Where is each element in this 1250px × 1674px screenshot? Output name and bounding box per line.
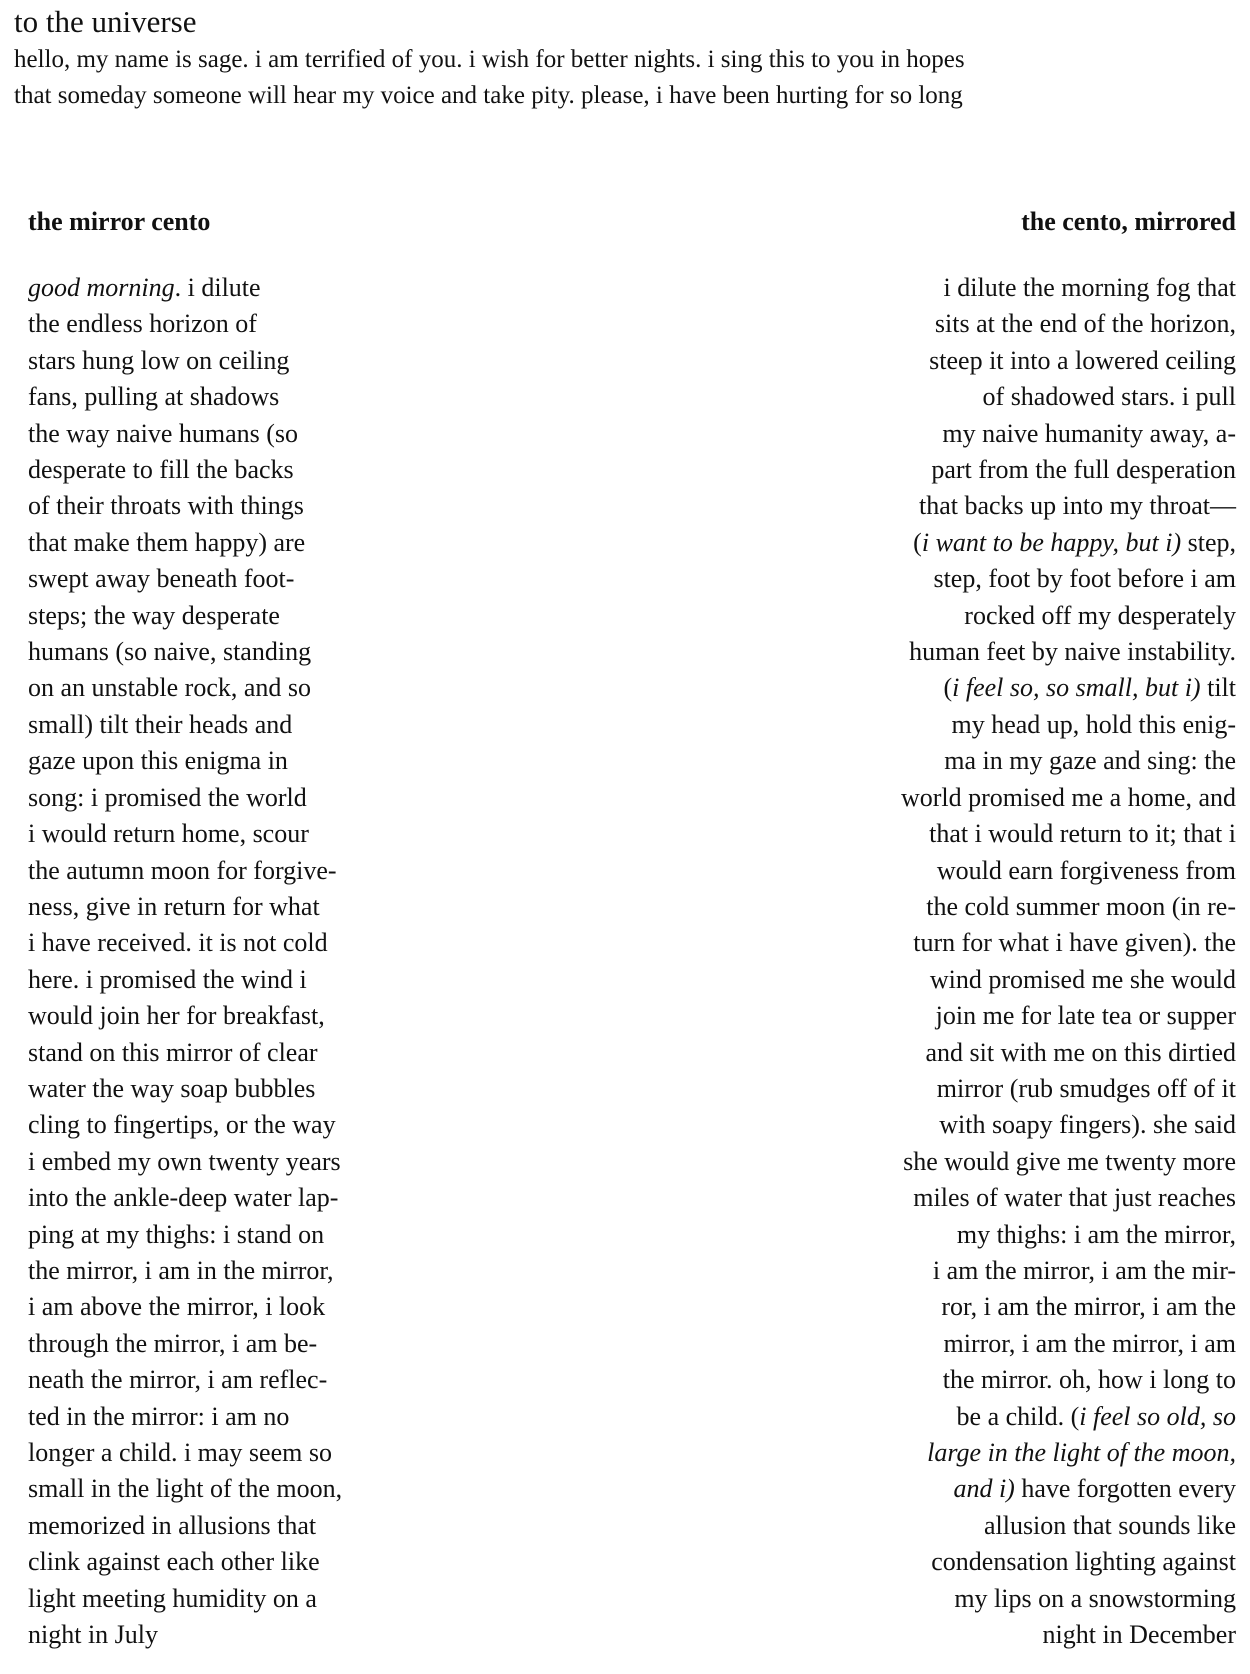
left-poem-line — [28, 998, 588, 1034]
left-poem-line-text: . i dilute — [174, 273, 261, 302]
right-poem-line — [536, 1217, 1236, 1253]
left-poem-line — [28, 634, 588, 670]
left-poem-line — [28, 1617, 588, 1653]
right-poem-line — [536, 1326, 1236, 1362]
left-poem-line-text: cling to fingertips, or the way — [28, 1110, 336, 1140]
right-poem-line — [536, 707, 1236, 743]
right-poem-line-text: be a child. ( — [956, 1401, 1080, 1431]
left-poem-line-text: here. i promised the wind i — [28, 964, 307, 994]
left-poem-line-text: song: i promised the world — [28, 782, 307, 812]
right-poem-body — [536, 270, 1236, 1653]
left-poem-line-text: desperate to fill the backs — [28, 455, 294, 485]
left-poem-line-text: i would return home, scour — [28, 819, 309, 849]
right-poem-line-text: i dilute the morning fog that — [943, 273, 1236, 302]
right-poem-line-text: ( — [943, 673, 953, 703]
right-poem-line-text: join me for late tea or supper — [935, 1001, 1236, 1031]
right-poem-line-text: mirror (rub smudges off of it — [936, 1073, 1236, 1103]
right-poem-line-text: the cold summer moon (in re- — [926, 891, 1236, 921]
right-poem-line-text: night in December — [1042, 1620, 1236, 1650]
right-poem-line — [536, 306, 1236, 342]
left-poem-line-text: i embed my own twenty years — [28, 1146, 341, 1176]
right-poem-heading: the cento, mirrored — [1021, 207, 1236, 236]
header — [14, 2, 1234, 114]
left-poem-line — [28, 670, 588, 706]
right-poem-line — [536, 1180, 1236, 1216]
right-poem-line — [536, 1471, 1236, 1507]
left-poem-line-text: on an unstable rock, and so — [28, 673, 312, 703]
right-poem-line — [536, 634, 1236, 670]
right-poem-line — [536, 853, 1236, 889]
left-poem-line-text: the way naive humans (so — [28, 418, 299, 448]
right-poem — [536, 202, 1236, 1653]
left-poem-line-text: that make them happy) are — [28, 527, 306, 557]
right-poem-line-text: i want to be happy, but i) — [921, 527, 1182, 557]
left-poem-line-text: stand on this mirror of clear — [28, 1037, 318, 1067]
right-poem-line — [536, 343, 1236, 379]
right-poem-line-text: that i would return to it; that i — [929, 819, 1236, 849]
left-poem-line — [28, 270, 588, 306]
right-poem-line-text: with soapy fingers). she said — [939, 1110, 1236, 1140]
left-poem-line-text: steps; the way desperate — [28, 600, 280, 630]
right-poem-line — [536, 598, 1236, 634]
right-poem-line — [536, 816, 1236, 852]
left-poem-line-text: swept away beneath foot- — [28, 564, 295, 594]
right-poem-line — [536, 525, 1236, 561]
left-poem-line-text: ted in the mirror: i am no — [28, 1401, 290, 1431]
right-poem-line-text: allusion that sounds like — [983, 1510, 1236, 1540]
left-poem-line — [28, 853, 588, 889]
right-poem-line — [536, 1435, 1236, 1471]
left-poem-line — [28, 598, 588, 634]
intro-line-1: hello, my name is sage. i am terrified of you. i wish for better nights. i sing this to you in hopes — [14, 46, 965, 73]
right-poem-line-text: have forgotten every — [1014, 1474, 1236, 1504]
left-poem-line-text: small) tilt their heads and — [28, 709, 293, 739]
left-poem-line — [28, 1144, 588, 1180]
right-poem-line-text: world promised me a home, and — [900, 782, 1236, 812]
left-poem-body — [28, 270, 588, 1653]
left-poem-line-text: small in the light of the moon, — [28, 1474, 343, 1504]
right-poem-line-text: condensation lighting against — [931, 1547, 1236, 1577]
right-poem-line-text: and sit with me on this dirtied — [925, 1037, 1236, 1067]
right-poem-line-text: rocked off my desperately — [964, 600, 1236, 630]
left-poem-line — [28, 1253, 588, 1289]
left-poem-line-text: good morning — [28, 273, 175, 302]
right-poem-line-text: my head up, hold this enig- — [951, 709, 1236, 739]
right-poem-line-text: i feel so old, so — [1079, 1401, 1236, 1431]
left-poem-line-text: the endless horizon of — [28, 309, 257, 339]
left-poem-line — [28, 488, 588, 524]
right-poem-line-text: tilt — [1200, 673, 1236, 703]
left-poem-line — [28, 306, 588, 342]
right-poem-line-text: that backs up into my throat— — [918, 491, 1236, 521]
right-poem-line-text: ( — [913, 527, 922, 557]
left-poem-line — [28, 1180, 588, 1216]
intro-line-2: that someday someone will hear my voice and take pity. please, i have been hurting for so long — [14, 82, 963, 109]
left-poem — [28, 202, 588, 1653]
right-poem-line — [536, 998, 1236, 1034]
right-poem-line — [536, 1617, 1236, 1653]
right-poem-line — [536, 743, 1236, 779]
left-poem-line-text: ping at my thighs: i stand on — [28, 1219, 325, 1249]
right-poem-line — [536, 1071, 1236, 1107]
right-poem-line-text: large in the light of the moon, — [927, 1438, 1236, 1467]
left-poem-line — [28, 343, 588, 379]
left-poem-line-text: clink against each other like — [28, 1547, 320, 1577]
left-poem-line — [28, 1326, 588, 1362]
left-poem-line-text: i am above the mirror, i look — [28, 1292, 326, 1322]
left-poem-line — [28, 379, 588, 415]
left-poem-line — [28, 1435, 588, 1471]
right-poem-line — [536, 889, 1236, 925]
right-poem-line-text: of shadowed stars. i pull — [982, 382, 1236, 412]
left-poem-line-text: fans, pulling at shadows — [28, 382, 280, 412]
left-poem-line — [28, 962, 588, 998]
right-poem-line — [536, 1399, 1236, 1435]
left-poem-line-text: would join her for breakfast, — [28, 1001, 325, 1031]
right-poem-line — [536, 780, 1236, 816]
left-poem-line-text: night in July — [28, 1620, 159, 1650]
right-poem-line — [536, 452, 1236, 488]
left-poem-line — [28, 1035, 588, 1071]
left-poem-line — [28, 1289, 588, 1325]
right-poem-line — [536, 416, 1236, 452]
right-poem-line — [536, 1581, 1236, 1617]
left-poem-line — [28, 525, 588, 561]
left-poem-line-text: neath the mirror, i am reflec- — [28, 1365, 328, 1395]
left-poem-line — [28, 816, 588, 852]
right-poem-line-text: wind promised me she would — [929, 964, 1236, 994]
left-poem-line — [28, 1471, 588, 1507]
right-poem-line — [536, 379, 1236, 415]
left-poem-line-text: longer a child. i may seem so — [28, 1438, 332, 1467]
right-poem-line-text: ror, i am the mirror, i am the — [941, 1292, 1236, 1322]
left-poem-line-text: i have received. it is not cold — [28, 928, 328, 958]
left-poem-line-text: memorized in allusions that — [28, 1510, 317, 1540]
right-poem-line-text: miles of water that just reaches — [913, 1183, 1236, 1213]
left-poem-line-text: gaze upon this enigma in — [28, 746, 288, 776]
right-poem-line-text: turn for what i have given). the — [913, 928, 1236, 958]
left-poem-line-text: water the way soap bubbles — [28, 1073, 316, 1103]
right-poem-line — [536, 925, 1236, 961]
right-poem-line — [536, 1144, 1236, 1180]
left-poem-line — [28, 1217, 588, 1253]
right-poem-line-text: i am the mirror, i am the mir- — [932, 1255, 1236, 1285]
left-poem-line — [28, 561, 588, 597]
left-poem-line — [28, 707, 588, 743]
right-poem-line-text: the mirror. oh, how i long to — [942, 1365, 1236, 1395]
right-poem-line-text: mirror, i am the mirror, i am — [943, 1328, 1236, 1358]
right-poem-line — [536, 1508, 1236, 1544]
left-poem-line — [28, 1107, 588, 1143]
left-poem-line-text: the mirror, i am in the mirror, — [28, 1255, 334, 1285]
left-poem-line-text: through the mirror, i am be- — [28, 1328, 318, 1358]
left-poem-line — [28, 452, 588, 488]
left-poem-line-text: the autumn moon for forgive- — [28, 855, 337, 885]
left-poem-line — [28, 889, 588, 925]
right-poem-line — [536, 1035, 1236, 1071]
right-poem-line-text: steep it into a lowered ceiling — [929, 345, 1236, 375]
left-poem-line-text: into the ankle-deep water lap- — [28, 1183, 339, 1213]
left-poem-line — [28, 780, 588, 816]
right-poem-line-text: and i) — [953, 1474, 1015, 1504]
left-poem-line-text: light meeting humidity on a — [28, 1583, 317, 1613]
left-poem-line-text: stars hung low on ceiling — [28, 345, 290, 375]
right-poem-line-text: step, — [1181, 527, 1236, 557]
left-poem-line-text: humans (so naive, standing — [28, 637, 312, 667]
right-poem-line-text: sits at the end of the horizon, — [934, 309, 1236, 339]
right-poem-line-text: human feet by naive instability. — [909, 637, 1236, 667]
left-poem-line — [28, 743, 588, 779]
left-poem-line — [28, 1581, 588, 1617]
left-poem-line — [28, 1508, 588, 1544]
right-poem-line-text: step, foot by foot before i am — [933, 564, 1236, 594]
right-poem-line-text: she would give me twenty more — [903, 1146, 1236, 1176]
right-poem-line — [536, 1289, 1236, 1325]
left-poem-line — [28, 925, 588, 961]
right-poem-line — [536, 1362, 1236, 1398]
right-poem-line — [536, 1544, 1236, 1580]
right-poem-line-text: part from the full desperation — [931, 455, 1236, 485]
right-poem-line — [536, 1107, 1236, 1143]
left-poem-line — [28, 1362, 588, 1398]
right-poem-line — [536, 1253, 1236, 1289]
right-poem-line-text: my lips on a snowstorming — [954, 1583, 1236, 1613]
right-poem-line — [536, 488, 1236, 524]
right-poem-line-text: my thighs: i am the mirror, — [956, 1219, 1236, 1249]
left-poem-line — [28, 1071, 588, 1107]
right-poem-line — [536, 962, 1236, 998]
left-poem-heading: the mirror cento — [28, 207, 211, 236]
right-poem-line — [536, 270, 1236, 306]
right-poem-line-text: my naive humanity away, a- — [942, 418, 1236, 448]
right-poem-line — [536, 561, 1236, 597]
right-poem-line-text: i feel so, so small, but i) — [952, 673, 1201, 703]
left-poem-line — [28, 1399, 588, 1435]
left-poem-line-text: ness, give in return for what — [28, 891, 320, 921]
left-poem-line-text: of their throats with things — [28, 491, 304, 521]
left-poem-line — [28, 1544, 588, 1580]
right-poem-line-text: would earn forgiveness from — [936, 855, 1236, 885]
page-title: to the universe — [14, 4, 197, 39]
right-poem-line-text: ma in my gaze and sing: the — [944, 746, 1236, 776]
left-poem-line — [28, 416, 588, 452]
right-poem-line — [536, 670, 1236, 706]
